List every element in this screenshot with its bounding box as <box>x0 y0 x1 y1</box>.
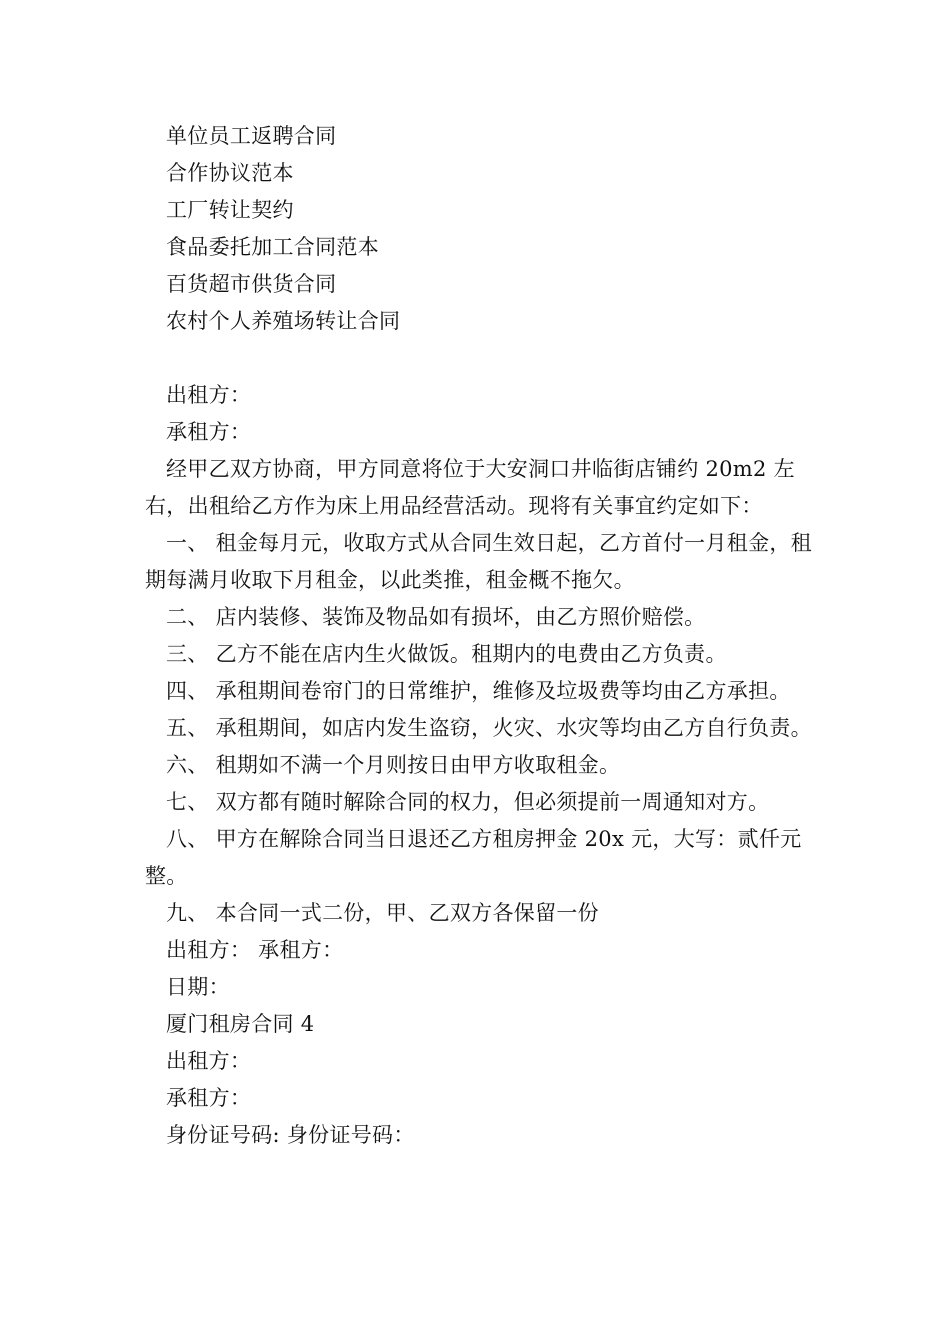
clause-7: 七、 双方都有随时解除合同的权力，但必须提前一周通知对方。 <box>166 790 770 814</box>
lessor-label: 出租方： <box>166 383 252 407</box>
lessee-label: 承租方： <box>166 420 252 444</box>
related-link-6[interactable]: 农村个人养殖场转让合同 <box>166 309 401 333</box>
clause-4: 四、 承租期间卷帘门的日常维护，维修及垃圾费等均由乙方承担。 <box>166 679 791 703</box>
clause-3: 三、 乙方不能在店内生火做饭。租期内的电费由乙方负责。 <box>166 642 727 666</box>
id-number-line: 身份证号码: 身份证号码： <box>166 1123 415 1147</box>
document-body <box>145 118 825 1154</box>
spacer <box>145 340 825 377</box>
clause-5: 五、 承租期间，如店内发生盗窃，火灾、水灾等均由乙方自行负责。 <box>166 716 812 740</box>
contract-intro: 经甲乙双方协商，甲方同意将位于大安洞口井临街店铺约 20m2 左右，出租给乙方作为床上用品经营活动。现将有关事宜约定如下： <box>145 457 795 518</box>
clause-6: 六、 租期如不满一个月则按日由甲方收取租金。 <box>166 753 621 777</box>
next-lessee-label: 承租方： <box>166 1086 252 1110</box>
related-link-1[interactable]: 单位员工返聘合同 <box>166 124 337 148</box>
related-link-3[interactable]: 工厂转让契约 <box>166 198 294 222</box>
related-link-2[interactable]: 合作协议范本 <box>166 161 294 185</box>
clause-1: 一、 租金每月元，收取方式从合同生效日起，乙方首付一月租金，租期每满月收取下月租金，以此类推，租金概不拖欠。 <box>145 531 812 592</box>
next-lessor-label: 出租方： <box>166 1049 252 1073</box>
related-link-5[interactable]: 百货超市供货合同 <box>166 272 337 296</box>
date-label: 日期： <box>166 975 230 999</box>
next-contract-title: 厦门租房合同 4 <box>166 1012 315 1036</box>
clause-8: 八、 甲方在解除合同当日退还乙方租房押金 20x 元，大写：贰仟元整。 <box>145 827 802 888</box>
signature-line: 出租方： 承租方： <box>166 938 344 962</box>
related-link-4[interactable]: 食品委托加工合同范本 <box>166 235 379 259</box>
clause-9: 九、 本合同一式二份，甲、乙双方各保留一份 <box>166 901 599 925</box>
clause-2: 二、 店内装修、装饰及物品如有损坏，由乙方照价赔偿。 <box>166 605 706 629</box>
